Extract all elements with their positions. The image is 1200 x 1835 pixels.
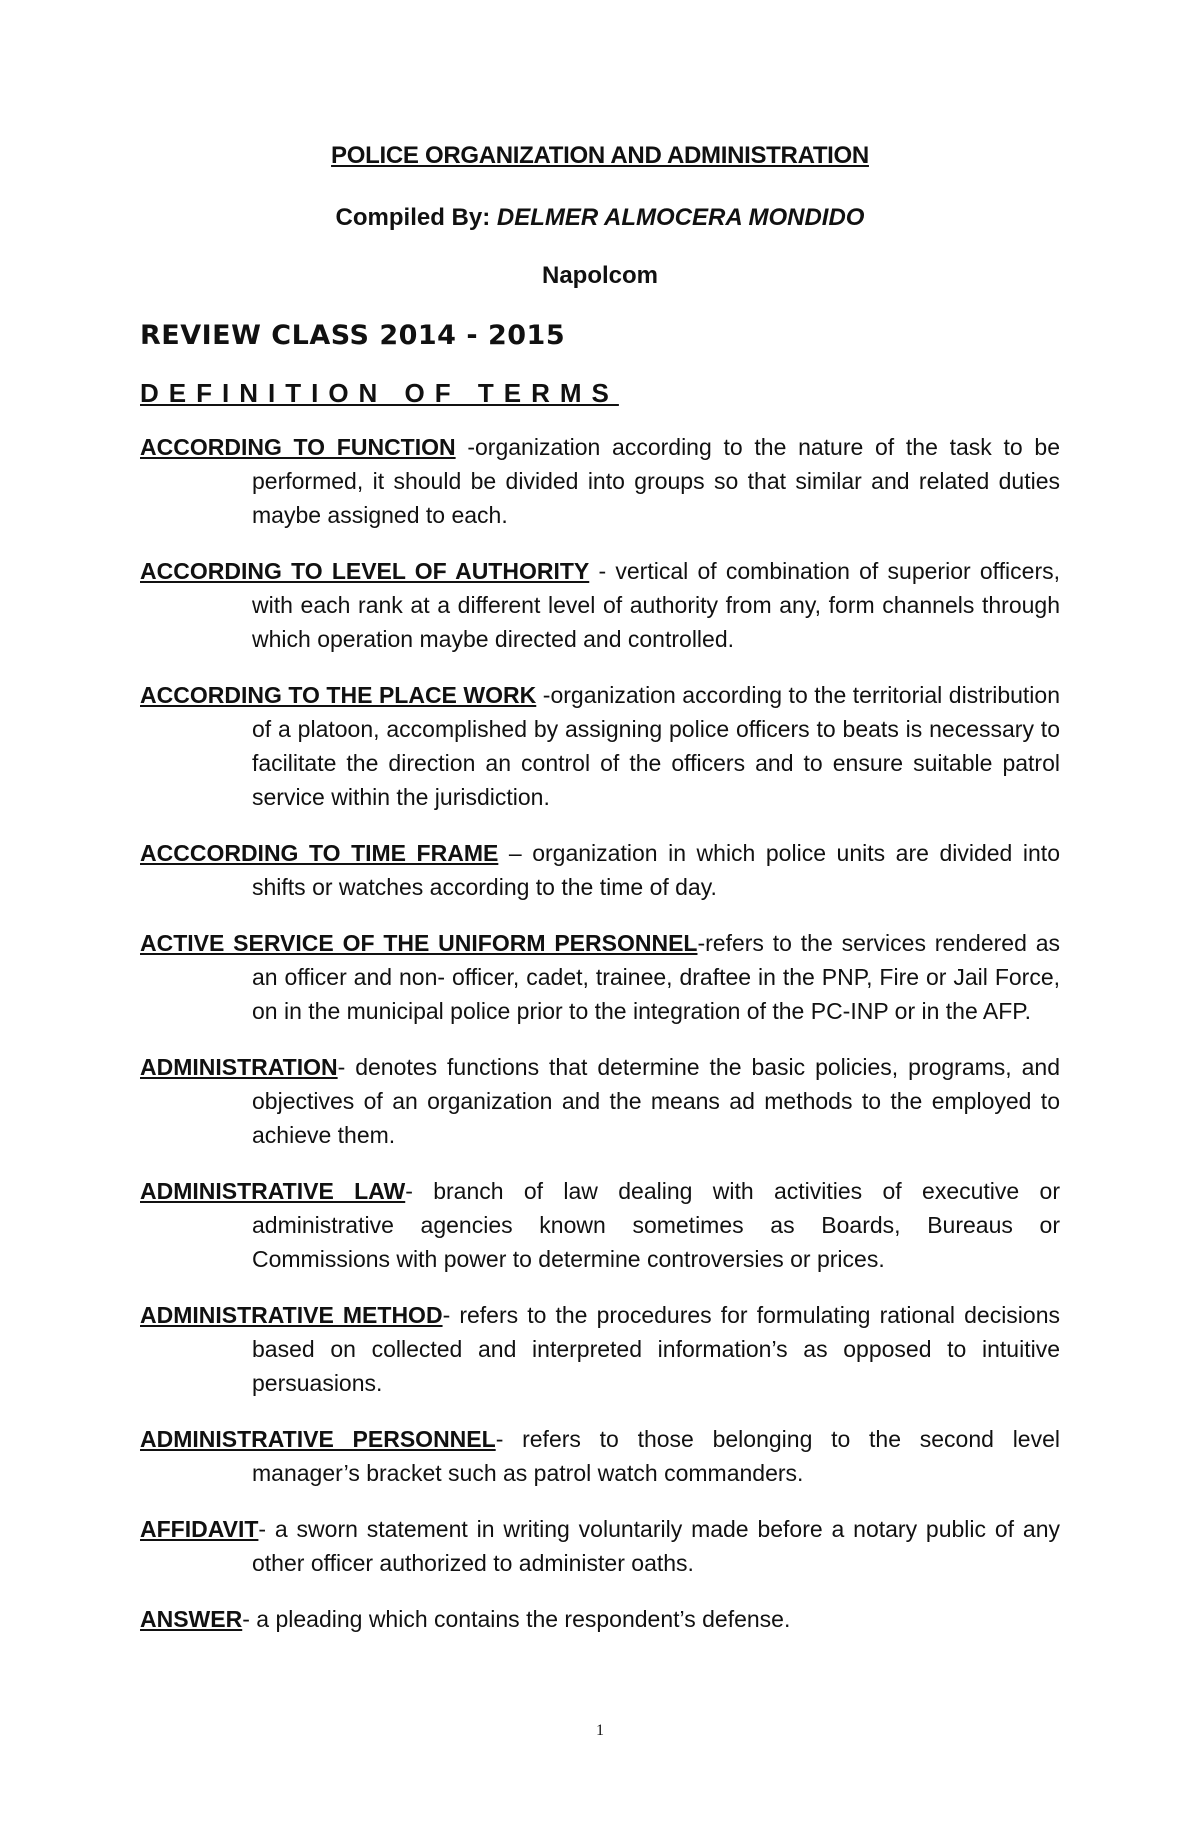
term-name: ADMINISTRATIVE METHOD [140,1302,443,1328]
term-name: ADMINISTRATION [140,1054,338,1080]
term-entry [140,678,1060,814]
term-entry [140,1422,1060,1490]
term-name: ACCORDING TO FUNCTION [140,434,456,460]
document-title-text: POLICE ORGANIZATION AND ADMINISTRATION [331,142,869,169]
term-entry [140,554,1060,656]
term-definition: – organization in which police units are divided into shifts or watches according to the time of day. [252,840,1060,900]
review-class-heading [140,320,565,351]
term-name: ACCORDING TO THE PLACE WORK [140,682,537,708]
term-entry [140,1602,1060,1636]
compiled-by-label: Compiled By: [335,204,491,231]
review-class-years: 2014 - 2015 [379,320,566,351]
term-entry [140,1512,1060,1580]
compiler-name: DELMER ALMOCERA MONDIDO [496,204,865,231]
term-definition: -refers to the services rendered as an officer and non- officer, cadet, trainee, draftee in the PNP, Fire or Jail Force, on in the municipal police prior to the integration of the PC-INP or in the AFP. [252,930,1060,1024]
agency-name: Napolcom [541,262,658,289]
term-entry [140,836,1060,904]
term-definition: - refers to those belonging to the second level manager’s bracket such as patrol watch commanders. [252,1426,1060,1486]
term-entry [140,926,1060,1028]
term-definition: - branch of law dealing with activities of executive or administrative agencies known sometimes as Boards, Bureaus or Commissions with power to determine controversies or prices. [252,1178,1060,1272]
term-name: ACTIVE SERVICE OF THE UNIFORM PERSONNEL [140,930,698,956]
review-class-label: REVIEW CLASS [140,320,370,351]
term-entry [140,1298,1060,1400]
compiled-by-line [0,204,1200,232]
term-definition: -organization according to the territorial distribution of a platoon, accomplished by assigning police officers to beats is necessary to facilitate the direction an control of the officers and to ensure suitable patrol service within the jurisdiction. [252,682,1060,810]
document-title [0,142,1200,170]
term-definition: - vertical of combination of superior officers, with each rank at a different level of authority from any, form channels through which operation maybe directed and controlled. [252,558,1060,652]
term-name: ANSWER [140,1606,243,1632]
term-name: ACCORDING TO LEVEL OF AUTHORITY [140,558,590,584]
page-number: 1 [596,1722,604,1739]
term-name: AFFIDAVIT [140,1516,259,1542]
terms-list [140,430,1060,1658]
term-name: ADMINISTRATIVE LAW [140,1178,406,1204]
term-entry [140,1050,1060,1152]
term-name: ACCCORDING TO TIME FRAME [140,840,499,866]
term-entry [140,430,1060,532]
term-entry [140,1174,1060,1276]
term-definition: -organization according to the nature of the task to be performed, it should be divided into groups so that similar and related duties maybe assigned to each. [252,434,1061,528]
term-definition: - refers to the procedures for formulating rational decisions based on collected and interpreted information’s as opposed to intuitive persuasions. [252,1302,1061,1396]
section-heading: DEFINITION OF TERMS [140,378,619,408]
term-definition: - a sworn statement in writing voluntarily made before a notary public of any other officer authorized to administer oaths. [252,1516,1060,1576]
term-definition: - a pleading which contains the respondent’s defense. [242,1606,791,1632]
term-definition: - denotes functions that determine the basic policies, programs, and objectives of an organization and the means ad methods to the employed to achieve them. [252,1054,1060,1148]
term-name: ADMINISTRATIVE PERSONNEL [140,1426,496,1452]
